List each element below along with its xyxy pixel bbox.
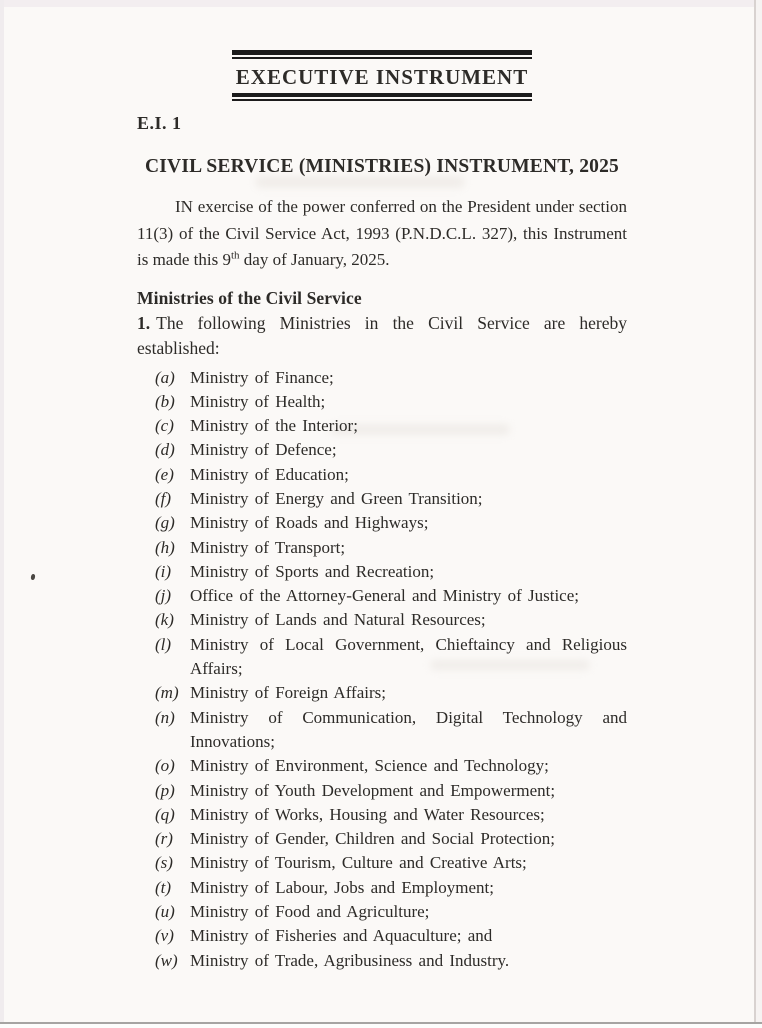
ministry-list-item: [137, 924, 627, 948]
ministry-item-letter: (o): [155, 756, 175, 776]
ministry-list-item: [137, 681, 627, 705]
scan-edge-right: [756, 0, 762, 1028]
ministry-item-name: Ministry of Works, Housing and Water Resources;: [190, 804, 545, 824]
ministry-item-name: Ministry of Trade, Agribusiness and Industry.: [190, 950, 510, 970]
ministry-list-item: [137, 560, 627, 584]
ministry-list-item: [137, 366, 627, 390]
ministry-list-item: [137, 949, 627, 973]
ministry-list-item: [137, 463, 627, 487]
ministry-item-letter: (k): [155, 610, 174, 630]
ministry-item-letter: (p): [155, 780, 175, 800]
preamble-text-end: day of January, 2025.: [239, 250, 390, 269]
banner-rule-top-thick: [232, 50, 532, 55]
ministry-item-letter: (q): [155, 804, 175, 824]
document-title: CIVIL SERVICE (MINISTRIES) INSTRUMENT, 2025: [144, 156, 620, 177]
ministry-item-name: Ministry of Youth Development and Empowerment;: [190, 780, 556, 800]
ministry-item-letter: (h): [155, 537, 175, 557]
ministry-list-item: [137, 779, 627, 803]
ministry-list-item: [137, 536, 627, 560]
ministry-list-item: [137, 390, 627, 414]
ministry-item-name: Ministry of Roads and Highways;: [190, 513, 429, 533]
ministry-item-letter: (r): [155, 829, 173, 849]
ministry-item-letter: (d): [155, 440, 175, 460]
ministry-item-name: Ministry of Finance;: [190, 367, 334, 387]
ministry-list-item: [137, 584, 627, 608]
scan-edge-right-line: [754, 0, 756, 1028]
ministry-item-letter: (c): [155, 416, 174, 436]
ministry-item-letter: (s): [155, 853, 173, 873]
section-intro-text: The following Ministries in the Civil Service are hereby established:: [137, 312, 627, 358]
ministry-list-item: [137, 851, 627, 875]
ministry-list-item: [137, 414, 627, 438]
ministry-item-name: Office of the Attorney-General and Ministry of Justice;: [190, 586, 579, 606]
ministry-item-letter: (e): [155, 464, 174, 484]
ministry-item-letter: (t): [155, 877, 172, 897]
ministry-item-name: Ministry of Gender, Children and Social Protection;: [190, 829, 555, 849]
ministry-item-name: Ministry of Foreign Affairs;: [190, 683, 386, 703]
ministry-list-item: [137, 754, 627, 778]
scan-edge-left: [0, 0, 4, 1028]
ministry-item-name: Ministry of Lands and Natural Resources;: [190, 610, 486, 630]
ministry-list-item: [137, 633, 627, 682]
ministry-list-item: [137, 876, 627, 900]
section-heading: Ministries of the Civil Service: [137, 287, 362, 308]
banner-rule-bottom-thin: [232, 99, 532, 101]
ministry-item-name: Ministry of Local Government, Chieftaincy and Religious Affairs;: [190, 634, 627, 679]
ministry-item-name: Ministry of the Interior;: [190, 416, 358, 436]
ministry-item-letter: (f): [155, 488, 172, 508]
ministry-item-name: Ministry of Communication, Digital Technology and Innovations;: [190, 707, 627, 751]
section-number: 1.: [137, 312, 151, 333]
ministry-list-item: [137, 900, 627, 924]
document-content: [137, 0, 627, 973]
ministry-item-name: Ministry of Food and Agriculture;: [190, 902, 430, 922]
ministry-item-letter: (l): [155, 634, 172, 654]
ministry-item-name: Ministry of Labour, Jobs and Employment;: [190, 877, 494, 897]
ministry-item-name: Ministry of Education;: [190, 464, 349, 484]
ministry-item-name: Ministry of Health;: [190, 391, 326, 411]
ministry-item-letter: (a): [155, 367, 175, 387]
ministry-item-letter: (m): [155, 683, 179, 703]
preamble-text: IN exercise of the power conferred on the President under section 11(3) of the Civil Service Act, 1993 (P.N.D.C.L. 327), this Instrument is made this 9: [137, 197, 627, 269]
ministry-item-name: Ministry of Fisheries and Aquaculture; and: [190, 926, 493, 946]
ministry-item-name: Ministry of Defence;: [190, 440, 337, 460]
ministry-list-item: [137, 438, 627, 462]
preamble-paragraph: [137, 194, 627, 274]
ministry-item-letter: (v): [155, 926, 174, 946]
ministry-item-letter: (w): [155, 950, 178, 970]
scan-artifact-speck: [30, 574, 35, 581]
ministry-item-name: Ministry of Energy and Green Transition;: [190, 488, 483, 508]
banner-title: EXECUTIVE INSTRUMENT: [235, 65, 529, 89]
ministry-list-item: [137, 487, 627, 511]
ministry-item-letter: (g): [155, 513, 175, 533]
ministry-list-item: [137, 803, 627, 827]
ministry-list-item: [137, 706, 627, 755]
ministry-list-item: [137, 827, 627, 851]
ministry-item-letter: (j): [155, 586, 172, 606]
ministry-item-name: Ministry of Transport;: [190, 537, 346, 557]
ministry-item-letter: (n): [155, 707, 175, 727]
scan-edge-bottom: [0, 1024, 762, 1028]
ministries-list: [137, 366, 627, 973]
ministry-item-name: Ministry of Environment, Science and Technology;: [190, 756, 549, 776]
ministry-item-letter: (i): [155, 561, 172, 581]
ministry-item-name: Ministry of Tourism, Culture and Creative Arts;: [190, 853, 527, 873]
ministry-list-item: [137, 511, 627, 535]
ei-number: E.I. 1: [137, 113, 182, 133]
banner-rule-bottom-thick: [232, 93, 532, 97]
ministry-list-item: [137, 608, 627, 632]
ministry-item-name: Ministry of Sports and Recreation;: [190, 561, 435, 581]
ministry-item-letter: (b): [155, 391, 175, 411]
banner: [232, 50, 532, 101]
ministry-item-letter: (u): [155, 902, 175, 922]
section-intro: [137, 311, 627, 361]
ordinal-superscript: th: [230, 249, 240, 262]
